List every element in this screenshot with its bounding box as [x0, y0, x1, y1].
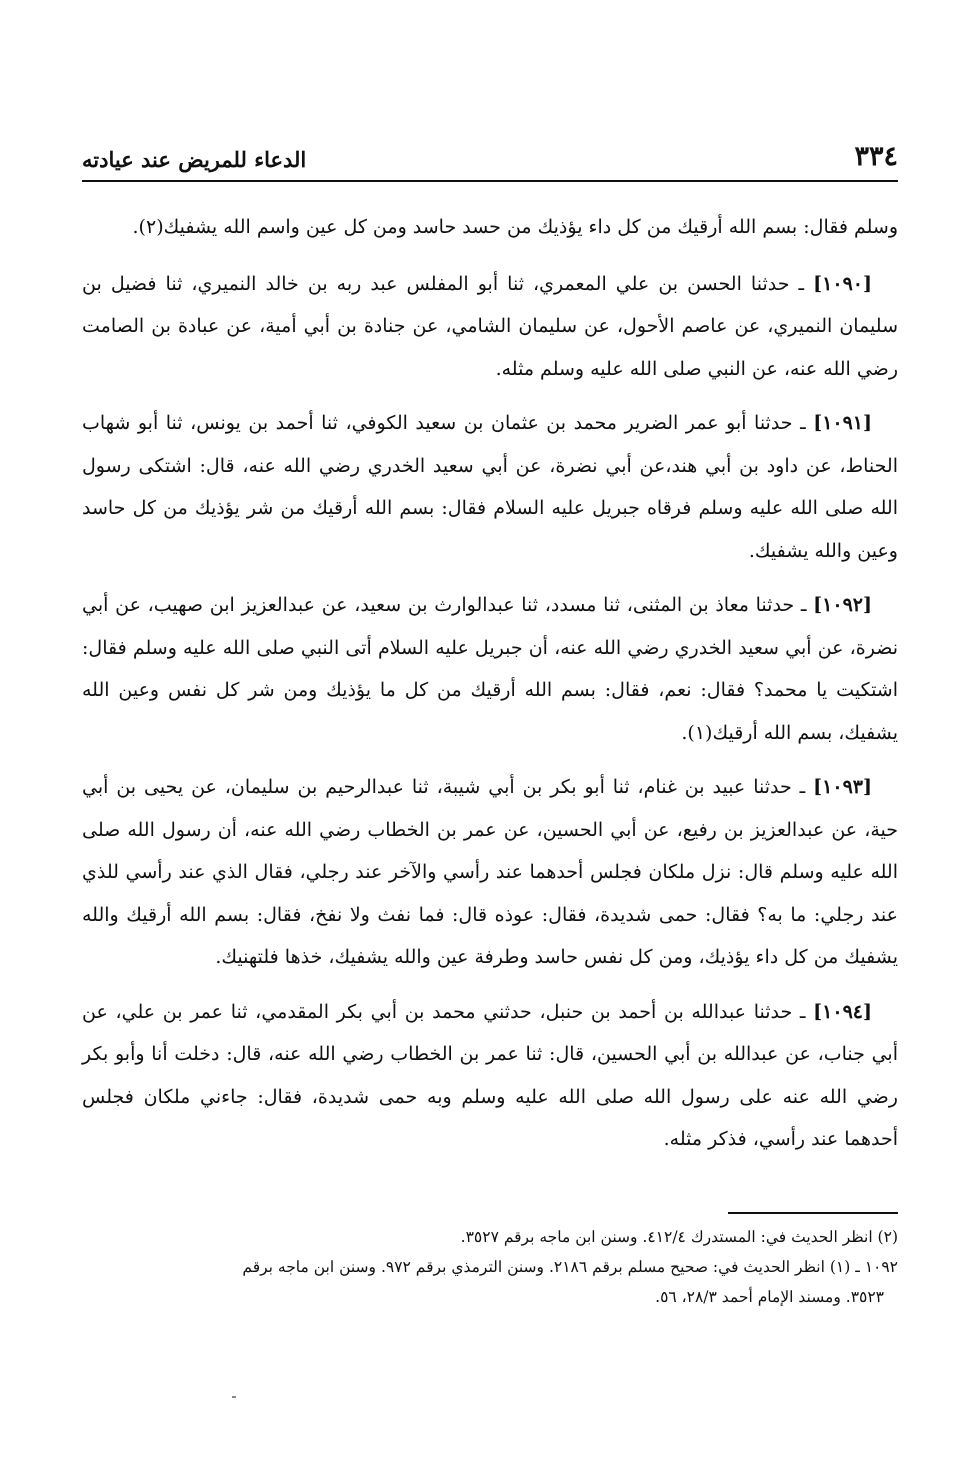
footnote-continuation: ٣٥٢٣. ومسند الإمام أحمد ٢٨/٣، ٥٦. — [655, 1288, 884, 1306]
page-number: ٣٣٤ — [854, 141, 898, 172]
hadith-text: ـ حدثنا أبو عمر الضرير محمد بن عثمان بن سعيد الكوفي، ثنا أحمد بن يونس، ثنا أبو شهاب الحناط، عن داود بن أبي هند،عن أبي نضرة، عن أبي سعيد الخدري رضي الله عنه، قال: اشتكى رسول الله صلى الله عليه وسلم فرقاه جبريل عليه السلام فقال: بسم الله أرقيك من شر يؤذيك من كل حاسد وعين والله يشفيك. — [82, 412, 898, 562]
main-text — [82, 206, 898, 1173]
hadith-number: [١٠٩٢] — [813, 594, 872, 616]
hadith-1092 — [82, 584, 898, 754]
hadith-text: ـ حدثنا عبيد بن غنام، ثنا أبو بكر بن أبي شيبة، ثنا عبدالرحيم بن سليمان، عن يحيى بن أبي حية، عن عبدالعزيز بن رفيع، عن أبي الحسين، عن عمر بن الخطاب رضي الله عنه، أن رسول الله صلى الله عليه وسلم قال: نزل ملكان فجلس أحدهما عند رأسي والآخر عند رجلي، فقال الذي عند رأسي للذي عند رجلي: ما به؟ فقال: حمى شديدة، فقال: عوذه قال: فما نفث ولا نفخ، فقال: بسم الله أرقيك والله يشفيك من كل داء يؤذيك، ومن كل نفس حاسد وطرفة عين والله يشفيك، خذها فلتهنيك. — [82, 776, 898, 968]
footnote-divider — [728, 1212, 898, 1214]
hadith-1093 — [82, 766, 898, 979]
footnote: (٢) انظر الحديث في: المستدرك ٤١٢/٤. وسنن ابن ماجه برقم ٣٥٢٧. — [460, 1228, 898, 1246]
running-title: الدعاء للمريض عند عيادته — [82, 147, 307, 172]
paragraph-text: وسلم فقال: بسم الله أرقيك من كل داء يؤذيك من حسد حاسد ومن كل عين واسم الله يشفيك(٢). — [132, 216, 898, 238]
hadith-number: [١٠٩٠] — [813, 272, 872, 295]
hadith-1091 — [82, 402, 898, 572]
page-header — [82, 132, 898, 182]
hadith-number: [١٠٩٣] — [813, 776, 872, 798]
footnotes — [82, 1222, 898, 1312]
hadith-text: ـ حدثنا الحسن بن علي المعمري، ثنا أبو المفلس عبد ربه بن خالد النميري، ثنا فضيل بن سليمان النميري، عن عاصم الأحول، عن سليمان الشامي، عن جنادة بن أبي أمية، عن عبادة بن الصامت رضي الله عنه، عن النبي صلى الله عليه وسلم مثله. — [82, 272, 898, 380]
hadith-text: ـ حدثنا عبدالله بن أحمد بن حنبل، حدثني محمد بن أبي بكر المقدمي، ثنا عمر بن علي، عن أبي جناب، عن عبدالله بن أبي الحسين، قال: ثنا عمر بن الخطاب رضي الله عنه، قال: دخلت أنا وأبو بكر رضي الله عنه على رسول الله صلى الله عليه وسلم وبه حمى شديدة، فقال: جاءني ملكان فجلس أحدهما عند رأسي، فذكر مثله. — [82, 1000, 898, 1150]
hadith-1090 — [82, 263, 898, 391]
hadith-text: ـ حدثنا معاذ بن المثنى، ثنا مسدد، ثنا عبدالوارث بن سعيد، عن عبدالعزيز ابن صهيب، عن أبي نضرة، عن أبي سعيد الخدري رضي الله عنه، أن جبريل عليه السلام أتى النبي صلى الله عليه وسلم فقال: اشتكيت يا محمد؟ فقال: نعم، فقال: بسم الله أرقيك من كل ما يؤذيك ومن شر كل نفس وعين الله يشفيك، بسم الله أرقيك(١). — [82, 594, 898, 744]
hadith-1094 — [82, 991, 898, 1161]
hadith-number: [١٠٩١] — [813, 412, 873, 434]
print-speck — [232, 1396, 236, 1398]
footnote: ١٠٩٢ ـ (١) انظر الحديث في: صحيح مسلم برقم ٢١٨٦. وسنن الترمذي برقم ٩٧٢. وسنن ابن ماجه برقم — [242, 1258, 898, 1276]
paragraph-continuation — [82, 206, 898, 249]
hadith-number: [١٠٩٤] — [813, 1000, 872, 1023]
